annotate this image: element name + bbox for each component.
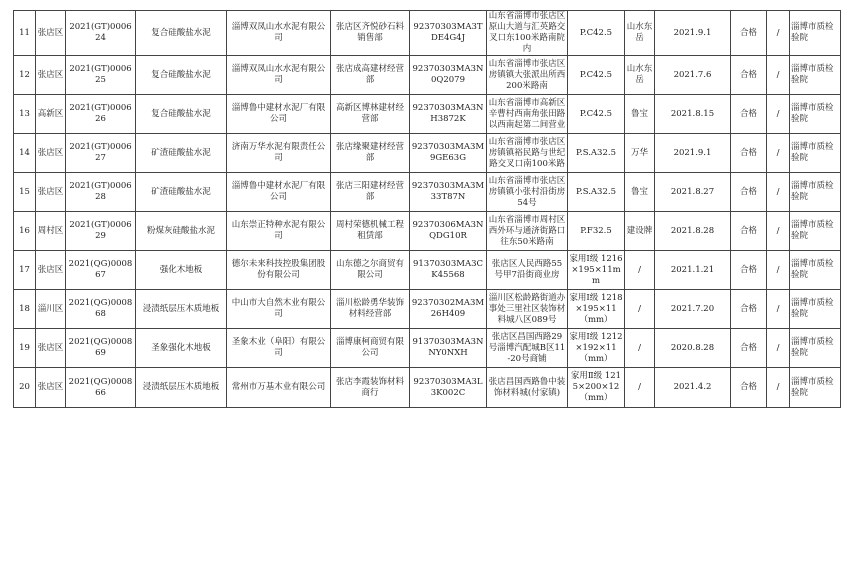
sample-code-cell: 2021(GT)000624 (66, 11, 136, 56)
district-cell: 周村区 (36, 212, 66, 251)
table-row (14, 368, 841, 408)
brand-cell: 山水东岳 (625, 56, 655, 95)
product-name-cell: 复合硅酸盐水泥 (136, 56, 227, 95)
brand-cell: 鲁宝 (625, 173, 655, 212)
manufacturer-cell: 淄博鲁中建材水泥厂有限公司 (227, 95, 331, 134)
address-cell: 淄川区松龄路街道办事处三里社区装饰材料城八区089号 (487, 290, 568, 329)
seller-cell: 张店缘聚建材经营部 (331, 134, 410, 173)
seller-cell: 淄博康柯商贸有限公司 (331, 329, 410, 368)
credit-code-cell: 92370306MA3NQDG10R (410, 212, 487, 251)
production-date-cell: 2021.8.27 (655, 173, 731, 212)
brand-cell: / (625, 251, 655, 290)
table-row (14, 56, 841, 95)
testing-agency-cell: 淄博市质检验院 (790, 212, 841, 251)
result-cell: 合格 (731, 251, 767, 290)
credit-code-cell: 92370303MA3TDE4G4J (410, 11, 487, 56)
credit-code-cell: 92370303MA3M33T87N (410, 173, 487, 212)
brand-cell: 山水东岳 (625, 11, 655, 56)
product-name-cell: 浸渍纸层压木质地板 (136, 290, 227, 329)
sample-code-cell: 2021(GT)000628 (66, 173, 136, 212)
product-name-cell: 强化木地板 (136, 251, 227, 290)
sample-code-cell: 2021(QG)000868 (66, 290, 136, 329)
testing-agency-cell: 淄博市质检验院 (790, 56, 841, 95)
district-cell: 张店区 (36, 173, 66, 212)
seller-cell: 张店三阳建材经营部 (331, 173, 410, 212)
credit-code-cell: 92370303MA3N0Q2079 (410, 56, 487, 95)
production-date-cell: 2021.7.6 (655, 56, 731, 95)
manufacturer-cell: 淄博双凤山水水泥有限公司 (227, 11, 331, 56)
result-cell: 合格 (731, 329, 767, 368)
failed-item-cell: / (767, 134, 790, 173)
address-cell: 山东省淄博市张店区原山大道与汇英路交叉口东100米路南院内 (487, 11, 568, 56)
sample-code-cell: 2021(QG)000869 (66, 329, 136, 368)
production-date-cell: 2021.9.1 (655, 11, 731, 56)
testing-agency-cell: 淄博市质检验院 (790, 329, 841, 368)
table-body (14, 11, 841, 408)
production-date-cell: 2021.8.28 (655, 212, 731, 251)
product-name-cell: 粉煤灰硅酸盐水泥 (136, 212, 227, 251)
testing-agency-cell: 淄博市质检验院 (790, 290, 841, 329)
model-spec-cell: P.F32.5 (568, 212, 625, 251)
product-name-cell: 圣象强化木地板 (136, 329, 227, 368)
failed-item-cell: / (767, 173, 790, 212)
failed-item-cell: / (767, 329, 790, 368)
production-date-cell: 2020.8.28 (655, 329, 731, 368)
address-cell: 山东省淄博市张店区房镇镇裕民路与世纪路交叉口南100米路 (487, 134, 568, 173)
manufacturer-cell: 圣象木业（阜阳）有限公司 (227, 329, 331, 368)
result-cell: 合格 (731, 11, 767, 56)
manufacturer-cell: 中山市大自然木业有限公司 (227, 290, 331, 329)
testing-agency-cell: 淄博市质检验院 (790, 95, 841, 134)
credit-code-cell: 91370303MA3CK45568 (410, 251, 487, 290)
product-name-cell: 矿渣硅酸盐水泥 (136, 134, 227, 173)
table-row (14, 134, 841, 173)
district-cell: 张店区 (36, 11, 66, 56)
address-cell: 张店区昌国西路29号淄博汽配城B区11-20号商铺 (487, 329, 568, 368)
row-number-cell: 18 (14, 290, 36, 329)
brand-cell: 建设牌 (625, 212, 655, 251)
sample-code-cell: 2021(GT)000626 (66, 95, 136, 134)
result-cell: 合格 (731, 95, 767, 134)
failed-item-cell: / (767, 11, 790, 56)
table-row (14, 251, 841, 290)
credit-code-cell: 91370303MA3NNY0NXH (410, 329, 487, 368)
district-cell: 张店区 (36, 368, 66, 408)
failed-item-cell: / (767, 95, 790, 134)
model-spec-cell: P.S.A32.5 (568, 134, 625, 173)
manufacturer-cell: 山东崇正特种水泥有限公司 (227, 212, 331, 251)
credit-code-cell: 92370303MA3M9GE63G (410, 134, 487, 173)
row-number-cell: 19 (14, 329, 36, 368)
failed-item-cell: / (767, 290, 790, 329)
credit-code-cell: 92370303MA3L3K002C (410, 368, 487, 408)
row-number-cell: 16 (14, 212, 36, 251)
model-spec-cell: P.S.A32.5 (568, 173, 625, 212)
product-name-cell: 复合硅酸盐水泥 (136, 11, 227, 56)
sample-code-cell: 2021(GT)000625 (66, 56, 136, 95)
seller-cell: 淄川松龄勇华装饰材料经营部 (331, 290, 410, 329)
seller-cell: 张店区齐悦砂石料销售部 (331, 11, 410, 56)
model-spec-cell: 家用Ⅰ级 1212×192×11（mm） (568, 329, 625, 368)
result-cell: 合格 (731, 56, 767, 95)
table-row (14, 329, 841, 368)
address-cell: 山东省淄博市张店区房镇镇小张村沿街房54号 (487, 173, 568, 212)
address-cell: 张店区人民西路55号甲7沿街商业房 (487, 251, 568, 290)
row-number-cell: 15 (14, 173, 36, 212)
testing-agency-cell: 淄博市质检验院 (790, 368, 841, 408)
brand-cell: / (625, 290, 655, 329)
address-cell: 山东省淄博市张店区房镇镇大张派出所西200米路南 (487, 56, 568, 95)
product-name-cell: 浸渍纸层压木质地板 (136, 368, 227, 408)
result-cell: 合格 (731, 134, 767, 173)
model-spec-cell: 家用Ⅱ级 1215×200×12（mm） (568, 368, 625, 408)
testing-agency-cell: 淄博市质检验院 (790, 11, 841, 56)
result-cell: 合格 (731, 173, 767, 212)
district-cell: 高新区 (36, 95, 66, 134)
failed-item-cell: / (767, 212, 790, 251)
product-name-cell: 矿渣硅酸盐水泥 (136, 173, 227, 212)
production-date-cell: 2021.8.15 (655, 95, 731, 134)
table-row (14, 95, 841, 134)
address-cell: 山东省淄博市周村区西外环与通济街路口往东50米路南 (487, 212, 568, 251)
row-number-cell: 17 (14, 251, 36, 290)
result-cell: 合格 (731, 368, 767, 408)
failed-item-cell: / (767, 251, 790, 290)
row-number-cell: 11 (14, 11, 36, 56)
row-number-cell: 12 (14, 56, 36, 95)
model-spec-cell: 家用Ⅰ级 1216×195×11mm (568, 251, 625, 290)
production-date-cell: 2021.4.2 (655, 368, 731, 408)
model-spec-cell: 家用Ⅰ级 1218×195×11（mm） (568, 290, 625, 329)
model-spec-cell: P.C42.5 (568, 56, 625, 95)
district-cell: 淄川区 (36, 290, 66, 329)
manufacturer-cell: 常州市万基木业有限公司 (227, 368, 331, 408)
results-table (13, 10, 841, 408)
seller-cell: 山东德之尔商贸有限公司 (331, 251, 410, 290)
brand-cell: / (625, 329, 655, 368)
failed-item-cell: / (767, 368, 790, 408)
table-row (14, 173, 841, 212)
sample-code-cell: 2021(GT)000629 (66, 212, 136, 251)
manufacturer-cell: 淄博鲁中建材水泥厂有限公司 (227, 173, 331, 212)
sample-code-cell: 2021(GT)000627 (66, 134, 136, 173)
brand-cell: / (625, 368, 655, 408)
seller-cell: 张店李霞装饰材料商行 (331, 368, 410, 408)
district-cell: 张店区 (36, 329, 66, 368)
manufacturer-cell: 济南万华水泥有限责任公司 (227, 134, 331, 173)
results-table-container (13, 10, 834, 408)
product-name-cell: 复合硅酸盐水泥 (136, 95, 227, 134)
credit-code-cell: 92370303MA3NH3872K (410, 95, 487, 134)
table-row (14, 212, 841, 251)
manufacturer-cell: 淄博双凤山水水泥有限公司 (227, 56, 331, 95)
row-number-cell: 14 (14, 134, 36, 173)
production-date-cell: 2021.7.20 (655, 290, 731, 329)
row-number-cell: 20 (14, 368, 36, 408)
table-row (14, 290, 841, 329)
district-cell: 张店区 (36, 134, 66, 173)
credit-code-cell: 92370302MA3M26H409 (410, 290, 487, 329)
result-cell: 合格 (731, 212, 767, 251)
testing-agency-cell: 淄博市质检验院 (790, 134, 841, 173)
model-spec-cell: P.C42.5 (568, 11, 625, 56)
seller-cell: 周村荣德机械工程租赁部 (331, 212, 410, 251)
district-cell: 张店区 (36, 56, 66, 95)
production-date-cell: 2021.9.1 (655, 134, 731, 173)
failed-item-cell: / (767, 56, 790, 95)
model-spec-cell: P.C42.5 (568, 95, 625, 134)
table-row (14, 11, 841, 56)
seller-cell: 张店成高建材经营部 (331, 56, 410, 95)
sample-code-cell: 2021(QG)000867 (66, 251, 136, 290)
testing-agency-cell: 淄博市质检验院 (790, 251, 841, 290)
manufacturer-cell: 德尔未来科技控股集团股份有限公司 (227, 251, 331, 290)
production-date-cell: 2021.1.21 (655, 251, 731, 290)
district-cell: 张店区 (36, 251, 66, 290)
brand-cell: 万华 (625, 134, 655, 173)
address-cell: 张店昌国西路鲁中装饰材料城(付家镇) (487, 368, 568, 408)
brand-cell: 鲁宝 (625, 95, 655, 134)
testing-agency-cell: 淄博市质检验院 (790, 173, 841, 212)
row-number-cell: 13 (14, 95, 36, 134)
address-cell: 山东省淄博市高新区辛曹村西南角张田路以西南起第二间营业 (487, 95, 568, 134)
seller-cell: 高新区博林建材经营部 (331, 95, 410, 134)
sample-code-cell: 2021(QG)000866 (66, 368, 136, 408)
result-cell: 合格 (731, 290, 767, 329)
